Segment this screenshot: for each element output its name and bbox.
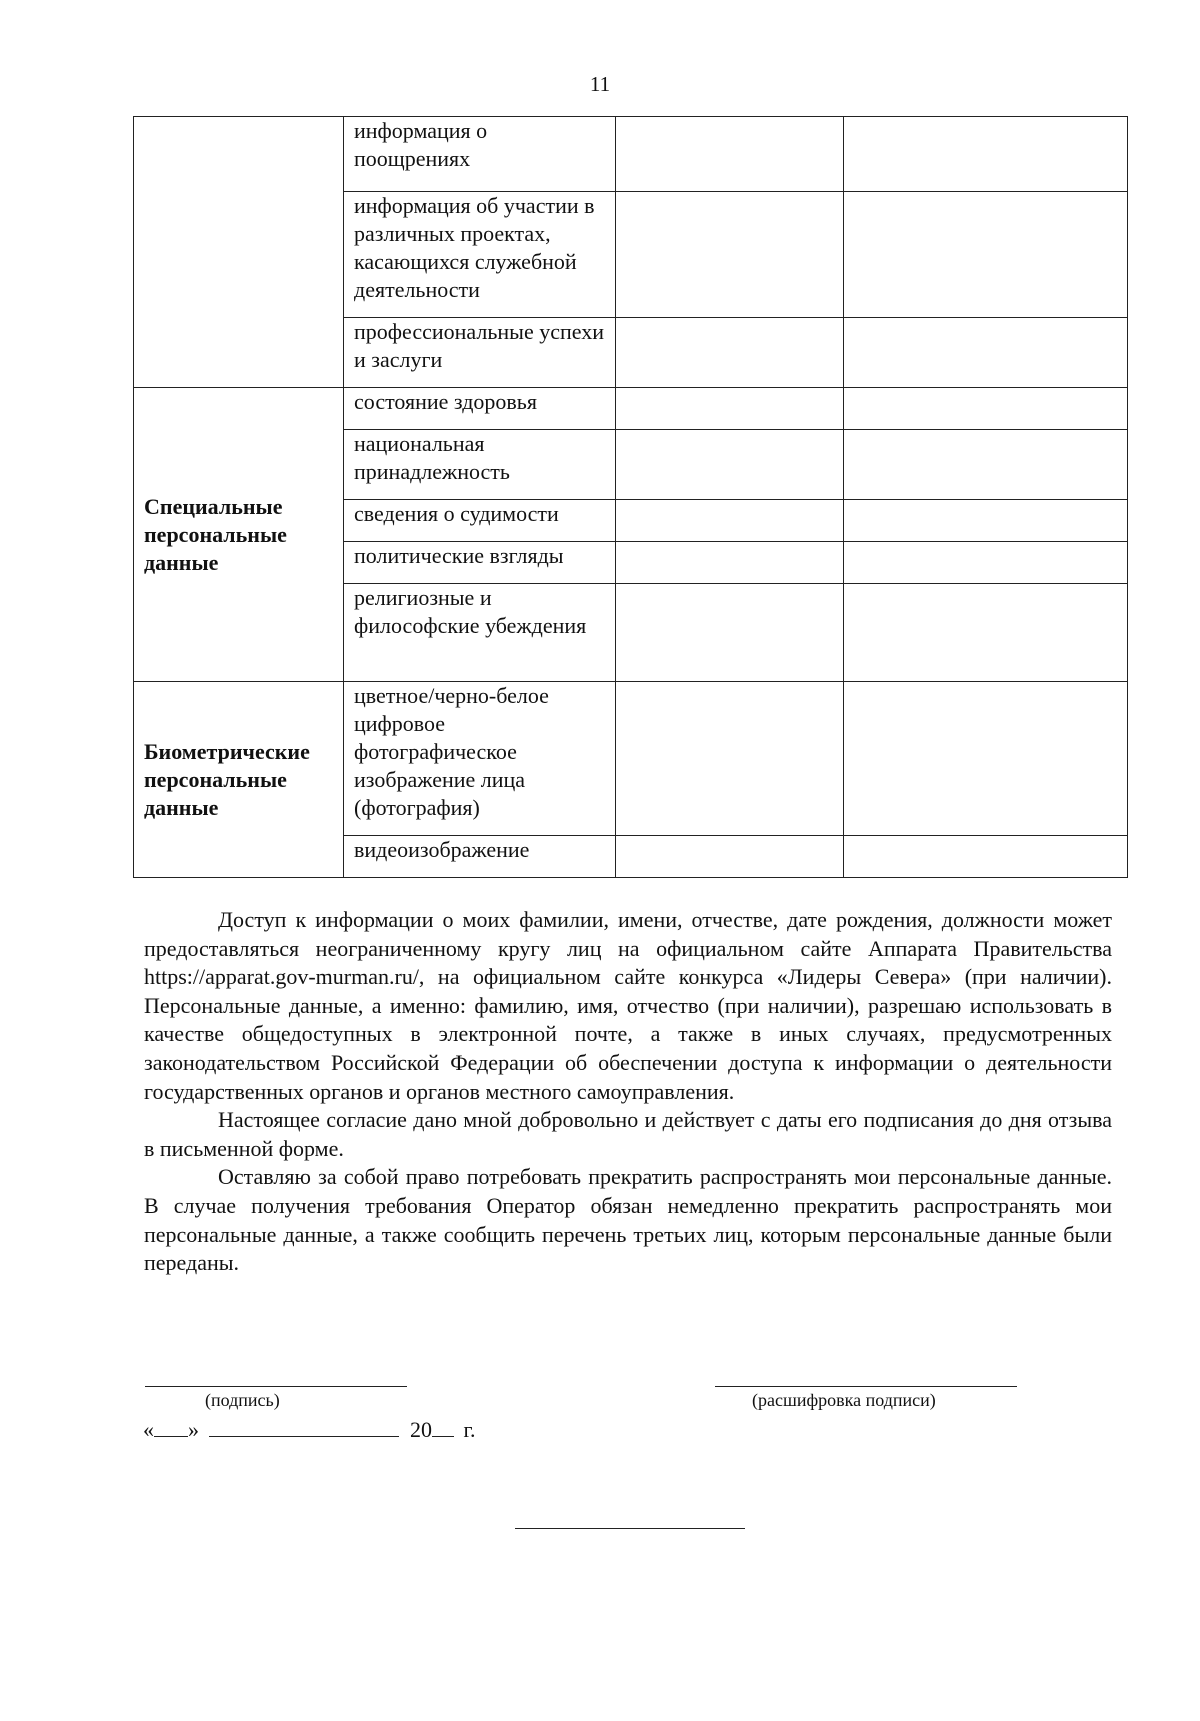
- signature-decoding-label: (расшифровка подписи): [752, 1390, 936, 1410]
- empty-cell: [844, 836, 1128, 878]
- page-number: 11: [589, 72, 611, 96]
- signature-label: (подпись): [205, 1390, 280, 1410]
- data-type-cell: информация об участии в различных проектах, касающихся служебной деятельности: [344, 192, 616, 318]
- data-type-cell: состояние здоровья: [344, 388, 616, 430]
- paragraph-revocation: Оставляю за собой право потребовать прекратить распространять мои персональные данные. В случае получения требования Оператор обязан немедленно прекратить распространять мои персональные данные, а также сообщить перечень третьих лиц, которым персональные данные были переданы.: [144, 1164, 1112, 1276]
- empty-cell: [844, 682, 1128, 836]
- empty-cell: [616, 584, 844, 682]
- data-type-cell: профессиональные успехи и заслуги: [344, 318, 616, 388]
- empty-cell: [616, 430, 844, 500]
- empty-cell: [844, 192, 1128, 318]
- personal-data-table: [133, 116, 1128, 878]
- date-field: [143, 1416, 476, 1443]
- year-suffix: г.: [463, 1417, 476, 1442]
- data-type-cell: цветное/черно-белое цифровое фотографическое изображение лица (фотография): [344, 682, 616, 836]
- table-row: [134, 117, 1128, 192]
- consent-text: [144, 906, 1112, 1278]
- empty-cell: [844, 117, 1128, 192]
- empty-cell: [616, 836, 844, 878]
- data-type-cell: политические взгляды: [344, 542, 616, 584]
- category-cell: [134, 117, 344, 388]
- category-cell-biometric: Биометрические персональные данные: [134, 682, 344, 878]
- category-cell-special: Специальные персональные данные: [134, 388, 344, 682]
- empty-cell: [844, 430, 1128, 500]
- empty-cell: [844, 584, 1128, 682]
- year-prefix: 20: [410, 1417, 432, 1442]
- empty-cell: [616, 542, 844, 584]
- date-open-quote: «: [143, 1417, 154, 1442]
- data-type-cell: сведения о судимости: [344, 500, 616, 542]
- empty-cell: [844, 318, 1128, 388]
- data-type-cell: национальная принадлежность: [344, 430, 616, 500]
- paragraph-access: Доступ к информации о моих фамилии, имени, отчестве, дате рождения, должности может предоставляться неограниченному кругу лиц на официальном сайте Аппарата Правительства https://apparat.gov-murman.ru/, на официальном сайте конкурса «Лидеры Севера» (при наличии). Персональные данные, а именно: фамилию, имя, отчество (при наличии), разрешаю использовать в качестве общедоступных в электронной почте, а также в иных случаях, предусмотренных законодательством Российской Федерации об обеспечении доступа к информации о деятельности государственных органов и органов местного самоуправления.: [144, 907, 1112, 1104]
- closing-divider: [515, 1528, 745, 1529]
- date-close-quote: »: [188, 1417, 199, 1442]
- table-row: [134, 388, 1128, 430]
- paragraph-voluntary: Настоящее согласие дано мной добровольно и действует с даты его подписания до дня отзыва в письменной форме.: [144, 1107, 1112, 1161]
- empty-cell: [616, 192, 844, 318]
- empty-cell: [616, 500, 844, 542]
- signature-line: [145, 1386, 407, 1387]
- year-blank: [432, 1416, 454, 1437]
- empty-cell: [844, 500, 1128, 542]
- empty-cell: [616, 682, 844, 836]
- empty-cell: [844, 388, 1128, 430]
- empty-cell: [616, 117, 844, 192]
- table-row: [134, 682, 1128, 836]
- day-blank: [154, 1416, 188, 1437]
- data-type-cell: видеоизображение: [344, 836, 616, 878]
- month-blank: [209, 1416, 399, 1437]
- empty-cell: [616, 388, 844, 430]
- signature-decoding-line: [715, 1386, 1017, 1387]
- data-type-cell: религиозные и философские убеждения: [344, 584, 616, 682]
- empty-cell: [844, 542, 1128, 584]
- data-type-cell: информация о поощрениях: [344, 117, 616, 192]
- empty-cell: [616, 318, 844, 388]
